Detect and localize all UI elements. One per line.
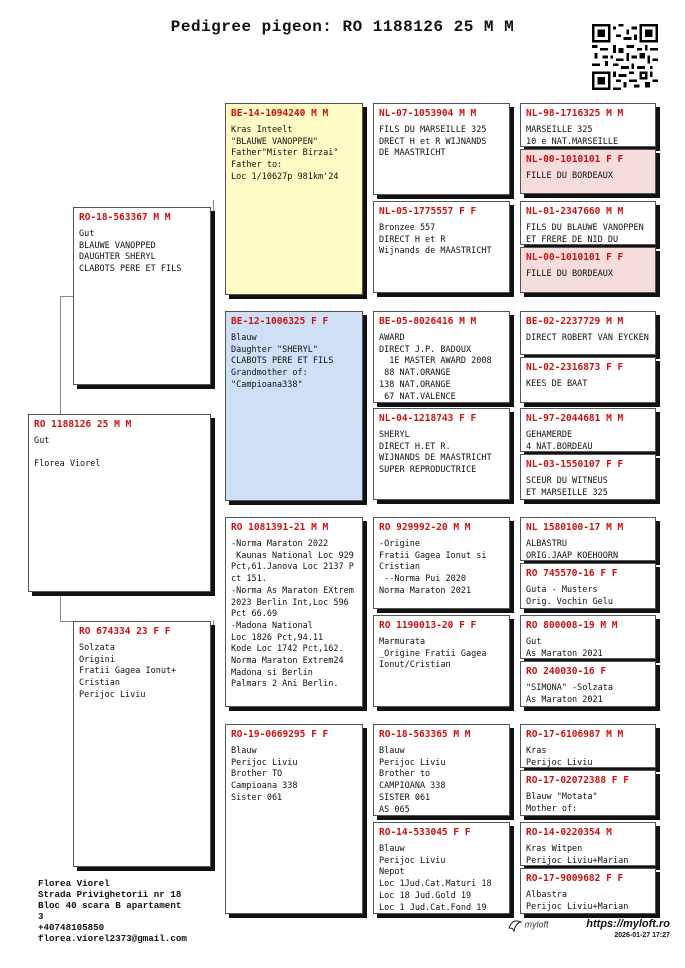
sire-card[interactable] bbox=[73, 207, 211, 385]
gen4-card[interactable] bbox=[373, 822, 510, 914]
print-date: 2026-01-27 17:27 bbox=[614, 932, 670, 939]
gen5-card[interactable] bbox=[520, 103, 656, 147]
gen5-card[interactable] bbox=[520, 201, 656, 245]
gen5-card[interactable] bbox=[520, 724, 656, 768]
gen4-card[interactable] bbox=[373, 724, 510, 816]
pigeon-notes: Gut BLAUWE VANOPPED DAUGHTER SHERYL CLABOTS PERE ET FILS bbox=[79, 229, 182, 275]
ring-number: BE-12-1006325 F F bbox=[231, 316, 329, 327]
pigeon-notes: Blauw Perijoc Liviu Nepot Loc 1Jud.Cat.Maturi 18 Loc 18 Jud.Gold 19 Loc 1 Jud.Cat.Fond 19 bbox=[379, 844, 492, 913]
gen5-card[interactable] bbox=[520, 247, 656, 293]
gen5-card[interactable] bbox=[520, 770, 656, 816]
pigeon-notes: Gut As Maraton 2021 bbox=[526, 637, 603, 659]
ring-number: NL-97-2044681 M M bbox=[526, 413, 624, 424]
ring-number: RO 674334 23 F F bbox=[79, 626, 171, 637]
sire-sire-card[interactable] bbox=[225, 103, 363, 295]
gen5-card[interactable] bbox=[520, 615, 656, 659]
pigeon-notes: SCEUR DU WITNEUS ET MARSEILLE 325 bbox=[526, 476, 608, 498]
ring-number: RO-18-563365 M M bbox=[379, 729, 471, 740]
pigeon-notes: Kras Inteelt "BLAUWE VANOPPEN" Father"Mister Birzai" Father to: Loc 1/10627p 981km'24 bbox=[231, 125, 339, 182]
ring-number: NL-98-1716325 M M bbox=[526, 108, 624, 119]
ring-number: NL-00-1010101 F F bbox=[526, 154, 624, 165]
pigeon-notes: AWARD DIRECT J.P. BADOUX 1E MASTER AWARD 2008 88 NAT.ORANGE 138 NAT.ORANGE 67 NAT.VALENCE bbox=[379, 333, 492, 402]
owner-apartment: 3 bbox=[38, 911, 44, 922]
owner-phone: +40748105850 bbox=[38, 922, 105, 933]
gen5-card[interactable] bbox=[520, 822, 656, 866]
ring-number: NL-07-1053904 M M bbox=[379, 108, 477, 119]
page-title: Pedigree pigeon: RO 1188126 25 M M bbox=[170, 18, 515, 36]
owner-name: Florea Viorel bbox=[38, 878, 110, 889]
gen4-card[interactable] bbox=[373, 311, 510, 403]
pigeon-notes: "SIMONA" -Solzata As Maraton 2021 bbox=[526, 683, 613, 705]
connector-line bbox=[60, 296, 61, 414]
connector-line bbox=[365, 356, 366, 406]
pigeon-notes: Kras Witpen Perijoc Liviu+Marian bbox=[526, 844, 629, 866]
gen5-card[interactable] bbox=[520, 149, 656, 194]
gen5-card[interactable] bbox=[520, 454, 656, 500]
ring-number: RO-14-0220354 M bbox=[526, 827, 612, 838]
gen5-card[interactable] bbox=[520, 563, 656, 609]
gen4-card[interactable] bbox=[373, 408, 510, 500]
pigeon-notes: FILLE DU BORDEAUX bbox=[526, 269, 613, 279]
ring-number: NL-05-1775557 F F bbox=[379, 206, 477, 217]
pigeon-notes: Gut Florea Viorel bbox=[34, 436, 101, 470]
gen5-card[interactable] bbox=[520, 868, 656, 914]
gen4-card[interactable] bbox=[373, 615, 510, 707]
dam-dam-card[interactable] bbox=[225, 724, 363, 914]
connector-line bbox=[60, 621, 73, 622]
myloft-logo bbox=[508, 918, 568, 932]
pigeon-notes: Bronzee 557 DIRECT H et R Wijnands de MAASTRICHT bbox=[379, 223, 492, 257]
gen4-card[interactable] bbox=[373, 103, 510, 195]
ring-number: RO-19-0669295 F F bbox=[231, 729, 329, 740]
ring-number: NL-01-2347660 M M bbox=[526, 206, 624, 217]
ring-number: RO 240030-16 F bbox=[526, 666, 607, 677]
site-link[interactable]: https://myloft.ro bbox=[586, 918, 670, 930]
ring-number: RO 1188126 25 M M bbox=[34, 419, 132, 430]
pigeon-notes: Blauw "Motata" Mother of: bbox=[526, 792, 598, 814]
pigeon-notes: Kras Perijoc Liviu bbox=[526, 746, 593, 768]
connector-line bbox=[365, 150, 366, 200]
pigeon-notes: FILLE DU BORDEAUX bbox=[526, 171, 613, 181]
gen5-card[interactable] bbox=[520, 357, 656, 403]
ring-number: BE-05-8026416 M M bbox=[379, 316, 477, 327]
pigeon-notes: KEES DE BAAT bbox=[526, 379, 588, 389]
ring-number: NL 1580100-17 M M bbox=[526, 522, 624, 533]
owner-info bbox=[38, 878, 187, 944]
pigeon-notes: Solzata Origini Fratii Gagea Ionut+ Cristian Perijoc Liviu bbox=[79, 643, 177, 700]
pigeon-notes: MARSEILLE 325 10 e NAT.MARSEILLE bbox=[526, 125, 619, 147]
ring-number: BE-02-2237729 M M bbox=[526, 316, 624, 327]
connector-line bbox=[365, 566, 366, 616]
ring-number: RO-17-02072388 F F bbox=[526, 775, 629, 786]
owner-street: Strada Privighetorii nr 18 bbox=[38, 889, 182, 900]
ring-number: RO-17-9009682 F F bbox=[526, 873, 624, 884]
logo-text: myloft bbox=[524, 919, 549, 930]
sire-dam-card[interactable] bbox=[225, 311, 363, 501]
pigeon-notes: -Norma Maraton 2022 Kaunas National Loc 929 Pct,61.Janova Loc 2137 P ct 151. -Norma As Maraton EXtrem 2023 Berlin Int,Loc 596 Pct 66.69 -Madona National Loc 1826 Pct,94.11 Kode Loc 1742 Pct,162. Norma Maraton Extrem24 Madona si Berlin Palmars 2 Ani Berlin. bbox=[231, 539, 354, 690]
pigeon-notes: FILS DU MARSEILLE 325 DRECT H et R WIJNANDS DE MAASTRICHT bbox=[379, 125, 487, 159]
gen5-card[interactable] bbox=[520, 311, 656, 355]
pigeon-notes: Albastra Perijoc Liviu+Marian bbox=[526, 890, 629, 912]
owner-email: florea.viorel2373@gmail.com bbox=[38, 933, 187, 944]
ring-number: NL-03-1550107 F F bbox=[526, 459, 624, 470]
gen5-card[interactable] bbox=[520, 408, 656, 452]
owner-block: Bloc 40 scara B apartament bbox=[38, 900, 182, 911]
ring-number: RO-17-6106987 M M bbox=[526, 729, 624, 740]
ring-number: NL-02-2316873 F F bbox=[526, 362, 624, 373]
connector-line bbox=[60, 296, 73, 297]
gen4-card[interactable] bbox=[373, 201, 510, 293]
ring-number: RO 800008-19 M M bbox=[526, 620, 618, 631]
ring-number: BE-14-1094240 M M bbox=[231, 108, 329, 119]
pigeon-notes: -Origine Fratii Gagea Ionut si Cristian --Norma Pui 2020 Norma Maraton 2021 bbox=[379, 539, 487, 596]
gen5-card[interactable] bbox=[520, 517, 656, 561]
ring-number: RO-18-563367 M M bbox=[79, 212, 171, 223]
connector-line bbox=[365, 772, 366, 822]
pigeon-notes: GEHAMERDE 4 NAT.BORDEAU bbox=[526, 430, 593, 452]
pigeon-notes: Blauw Perijoc Liviu Brother to CAMPIOANA 338 SISTER 061 AS 065 bbox=[379, 746, 446, 815]
ring-number: RO-14-533045 F F bbox=[379, 827, 471, 838]
pigeon-notes: FILS DU BLAUWE VANOPPEN ET FRERE DE NID DU bbox=[526, 223, 644, 245]
pigeon-logo-icon bbox=[508, 918, 522, 932]
ring-number: RO 929992-20 M M bbox=[379, 522, 471, 533]
dam-sire-card[interactable] bbox=[225, 517, 363, 707]
connector-line bbox=[213, 200, 214, 310]
pigeon-notes: Marmurata _Origine Fratii Gagea Ionut/Cristian bbox=[379, 637, 487, 671]
pigeon-notes: SHERYL DIRECT H.ET R. WIJNANDS DE MAASTRICHT SUPER REPRODUCTRICE bbox=[379, 430, 492, 476]
dam-card[interactable] bbox=[73, 621, 211, 867]
subject-pigeon-card[interactable] bbox=[28, 414, 211, 592]
pigeon-notes: ALBASTRU ORIG.JAAP KOEHOORN bbox=[526, 539, 619, 561]
gen4-card[interactable] bbox=[373, 517, 510, 609]
connector-line bbox=[213, 620, 214, 730]
qr-code bbox=[592, 24, 658, 90]
ring-number: NL-00-1010101 F F bbox=[526, 252, 624, 263]
pigeon-notes: DIRECT ROBERT VAN EYCKEN bbox=[526, 333, 649, 343]
ring-number: RO 1081391-21 M M bbox=[231, 522, 329, 533]
ring-number: RO 1190013-20 F F bbox=[379, 620, 477, 631]
ring-number: RO 745570-16 F F bbox=[526, 568, 618, 579]
pigeon-notes: Guta - Musters Orig. Vochin Gelu bbox=[526, 585, 613, 607]
gen5-card[interactable] bbox=[520, 661, 656, 707]
pigeon-notes: Blauw Perijoc Liviu Brother TO Campioana 338 Sister 061 bbox=[231, 746, 298, 803]
ring-number: NL-04-1218743 F F bbox=[379, 413, 477, 424]
pigeon-notes: Blauw Daughter "SHERYL" CLABOTS PERE ET FILS Grandmother of: "Campioana338" bbox=[231, 333, 334, 390]
